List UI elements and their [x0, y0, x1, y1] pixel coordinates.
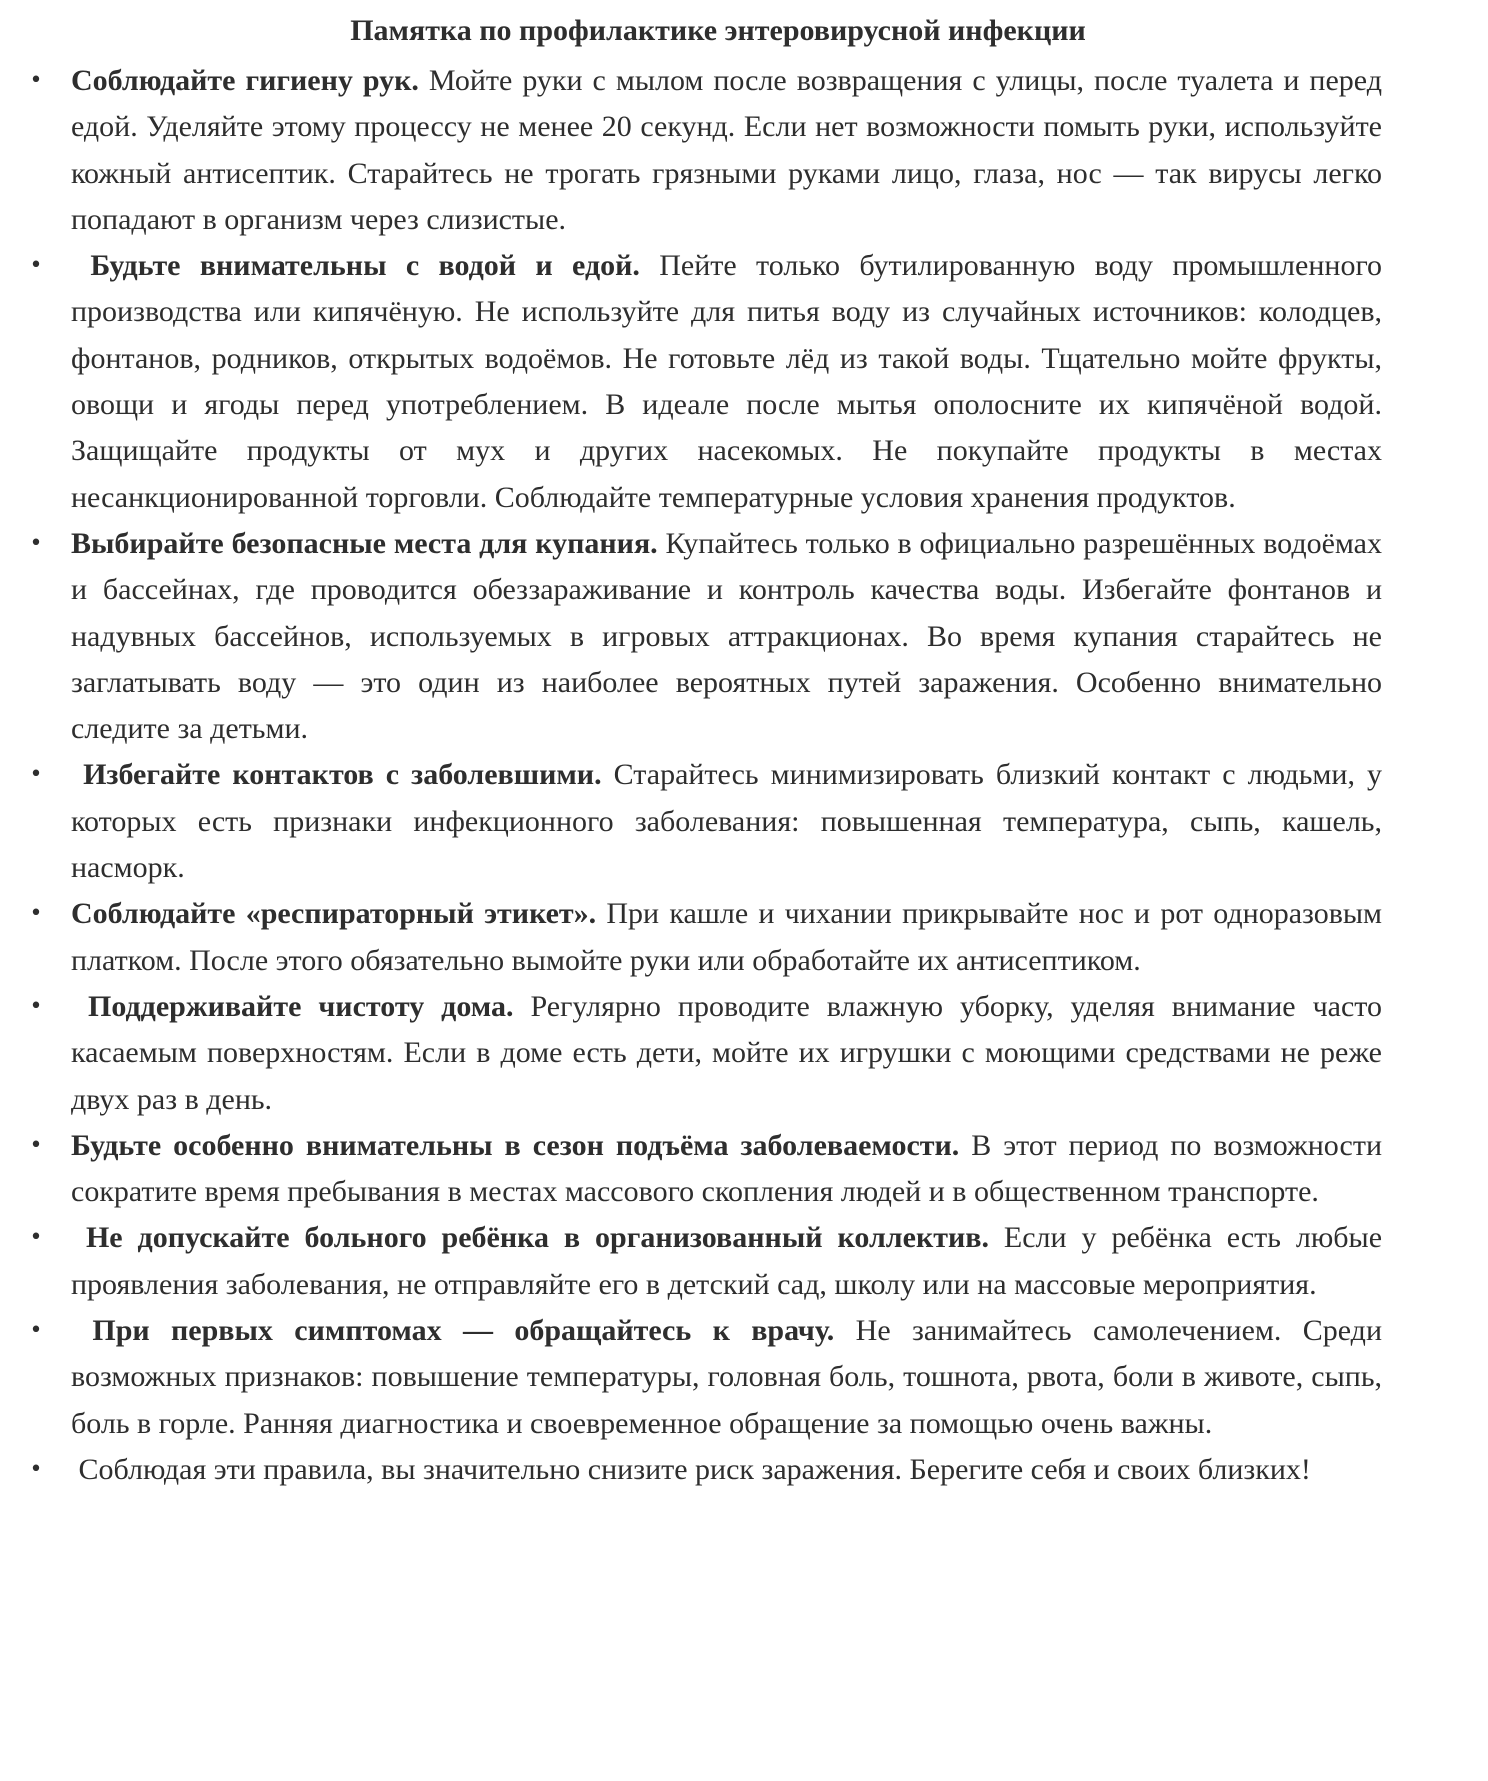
item-text: Регулярно проводите влажную уборку, уделяя внимание часто касаемым поверхностям. Если в доме есть дети, мойте их игрушки с моющими средствами не реже двух раз в день. [71, 989, 1383, 1116]
list-item [26, 521, 1382, 752]
item-heading: Выбирайте безопасные места для купания. [71, 526, 658, 560]
item-text: В этот период по возможности сократите время пребывания в местах массового скопления людей и в общественном транспорте. [71, 1128, 1383, 1209]
list-item [26, 1123, 1382, 1216]
item-text: Соблюдая эти правила, вы значительно снизите риск заражения. Берегите себя и своих близких! [78, 1452, 1311, 1486]
item-heading: Соблюдайте гигиену рук. [71, 64, 419, 97]
page-title: Памятка по профилактике энтеровирусной инфекции [350, 14, 1086, 47]
bullet-icon: • [29, 253, 43, 279]
list-item [26, 984, 1382, 1123]
list-item [26, 752, 1382, 891]
list-item [26, 1447, 1382, 1493]
bullet-icon: • [29, 1318, 43, 1344]
item-text: Пейте только бутилированную воду промышленного производства или кипячёную. Не используйте для питья воду из случайных источников: колодцев, фонтанов, родников, открытых водоёмов. Не готовьте лёд из такой воды. Тщательно мойте фрукты, овощи и ягоды перед употреблением. В идеале после мытья ополосните их кипячёной водой. Защищайте продукты от мух и других насекомых. Не покупайте продукты в местах несанкционированной торговли. Соблюдайте температурные условия хранения продуктов. [71, 249, 1383, 514]
item-text: Мойте руки с мылом после возвращения с улицы, после туалета и перед едой. Уделяйте этому процессу не менее 20 секунд. Если нет возможности помыть руки, используйте кожный антисептик. Старайтесь не трогать грязными руками лицо, глаза, нос — так вирусы легко попадают в организм через слизистые. [71, 64, 1382, 236]
item-heading: Избегайте контактов с заболевшими. [83, 758, 602, 792]
bullet-icon: • [29, 762, 43, 788]
item-heading: Не допускайте больного ребёнка в организованный коллектив. [85, 1221, 989, 1255]
bullet-icon: • [29, 1132, 43, 1158]
item-text: При кашле и чихании прикрывайте нос и рот одноразовым платком. После этого обязательно вымойте руки или обработайте их антисептиком. [71, 897, 1382, 977]
item-heading: При первых симптомах — обращайтесь к врачу. [92, 1314, 835, 1348]
list-item [26, 1308, 1382, 1447]
item-text: Старайтесь минимизировать близкий контакт с людьми, у которых есть признаки инфекционного заболевания: повышенная температура, сыпь, кашель, насморк. [71, 758, 1383, 885]
bullet-icon: • [29, 530, 43, 556]
item-text: Если у ребёнка есть любые проявления заболевания, не отправляйте его в детский сад, школу или на массовые мероприятия. [71, 1221, 1383, 1301]
item-text: Не занимайтесь самолечением. Среди возможных признаков: повышение температуры, головная боль, тошнота, рвота, боли в животе, сыпь, боль в горле. Ранняя диагностика и своевременное обращение за помощью очень важны. [71, 1314, 1382, 1440]
bullet-icon: • [29, 1225, 43, 1251]
list-item [26, 58, 1382, 243]
list-item [26, 243, 1382, 521]
item-heading: Будьте внимательны с водой и едой. [90, 249, 640, 283]
list-item [26, 891, 1382, 984]
bullet-icon: • [29, 993, 43, 1019]
item-heading: Будьте особенно внимательны в сезон подъёма заболеваемости. [71, 1128, 960, 1162]
bullet-icon: • [29, 68, 43, 93]
item-heading: Соблюдайте «респираторный этикет». [71, 897, 597, 931]
list-item [26, 1215, 1382, 1308]
item-heading: Поддерживайте чистоту дома. [88, 989, 514, 1023]
item-text: Купайтесь только в официально разрешённых водоёмах и бассейнах, где проводится обеззараживание и контроль качества воды. Избегайте фонтанов и надувных бассейнов, используемых в игровых аттракционах. Во время купания старайтесь не заглатывать воду — это один из наиболее вероятных путей заражения. Особенно внимательно следите за детьми. [71, 526, 1382, 746]
bullet-icon: • [29, 901, 43, 927]
advice-list [26, 58, 1382, 1493]
bullet-icon: • [29, 1456, 43, 1482]
